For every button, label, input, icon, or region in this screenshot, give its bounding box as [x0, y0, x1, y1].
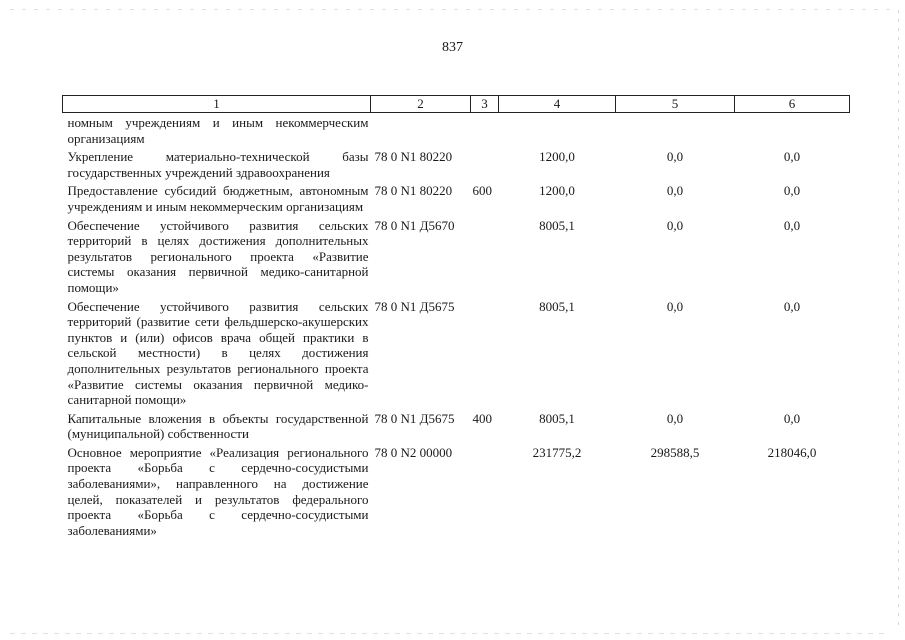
- row-name: номным учреждениям и иным некоммерческим организациям: [67, 115, 369, 146]
- row-value-4: 8005,1: [539, 217, 575, 233]
- table-row: [63, 411, 850, 445]
- row-value-5: 0,0: [666, 149, 684, 165]
- row-name: Укрепление материально-технической базы государственных учреждений здравоохранения: [67, 149, 369, 180]
- row-kind: 400: [472, 410, 492, 426]
- row-value-6: 0,0: [783, 149, 801, 165]
- scan-edge-right: [898, 10, 899, 630]
- row-code: 78 0 N1 80220: [374, 149, 453, 165]
- row-value-4: 8005,1: [539, 410, 575, 426]
- row-value-4: 1200,0: [539, 183, 575, 199]
- row-code: 78 0 N1 Д5675: [374, 410, 455, 426]
- row-code: [371, 113, 471, 150]
- row-value-4: 8005,1: [539, 298, 575, 314]
- row-value-4: 231775,2: [532, 444, 582, 460]
- column-header-1: 1: [63, 96, 371, 113]
- table-row: [63, 218, 850, 299]
- row-kind: [471, 445, 499, 542]
- scan-edge-top: [10, 9, 890, 10]
- row-kind: [471, 299, 499, 411]
- row-code: 78 0 N1 80220: [374, 183, 453, 199]
- column-header-2: 2: [371, 96, 471, 113]
- row-code: 78 0 N1 Д5675: [374, 298, 455, 314]
- row-value-6: 0,0: [783, 217, 801, 233]
- row-value-5: 0,0: [666, 298, 684, 314]
- column-header-4: 4: [499, 96, 616, 113]
- row-kind: [471, 218, 499, 299]
- row-value-5: 0,0: [666, 410, 684, 426]
- table-row: [63, 299, 850, 411]
- row-name: Капитальные вложения в объекты государственной (муниципальной) собственности: [67, 410, 369, 442]
- row-value-4: [499, 113, 616, 150]
- row-value-4: 1200,0: [539, 149, 575, 165]
- row-name: Обеспечение устойчивого развития сельских территорий в целях достижения дополнительных результатов регионального проекта «Развитие системы оказания первичной медико-санитарной помощи»: [67, 217, 369, 295]
- table-row: [63, 149, 850, 183]
- row-name: Обеспечение устойчивого развития сельских территорий (развитие сети фельдшерско-акушерских пунктов и (или) офисов врача общей практики в сельской местности) в целях достижения дополнительных результатов регионального проекта «Развитие системы оказания первичной медико-санитарной помощи»: [67, 298, 369, 408]
- row-value-6: 218046,0: [767, 444, 817, 460]
- table-row: [63, 183, 850, 217]
- row-value-5: 298588,5: [650, 444, 700, 460]
- row-value-5: [616, 113, 735, 150]
- column-header-5: 5: [616, 96, 735, 113]
- page-number: 837: [442, 40, 463, 55]
- budget-table: [62, 95, 850, 541]
- table-row: [63, 445, 850, 542]
- row-value-5: 0,0: [666, 217, 684, 233]
- row-code: 78 0 N2 00000: [374, 444, 453, 460]
- row-name: Основное мероприятие «Реализация регионального проекта «Борьба с сердечно-сосудистыми заболеваниями», направленного на достижение целей, показателей и результатов федерального проекта «Борьба с сердечно-сосудистыми заболеваниями»: [67, 444, 369, 538]
- column-header-6: 6: [735, 96, 850, 113]
- table-header-row: [63, 96, 850, 113]
- row-kind: 600: [472, 183, 492, 199]
- row-kind: [471, 113, 499, 150]
- row-kind: [471, 149, 499, 183]
- table-row: [63, 113, 850, 150]
- row-value-5: 0,0: [666, 183, 684, 199]
- row-name: Предоставление субсидий бюджетным, автономным учреждениям и иным некоммерческим организациям: [67, 183, 369, 214]
- column-header-3: 3: [471, 96, 499, 113]
- row-value-6: 0,0: [783, 298, 801, 314]
- row-code: 78 0 N1 Д5670: [374, 217, 455, 233]
- scan-edge-bottom: [10, 633, 890, 634]
- row-value-6: [735, 113, 850, 150]
- row-value-6: 0,0: [783, 183, 801, 199]
- row-value-6: 0,0: [783, 410, 801, 426]
